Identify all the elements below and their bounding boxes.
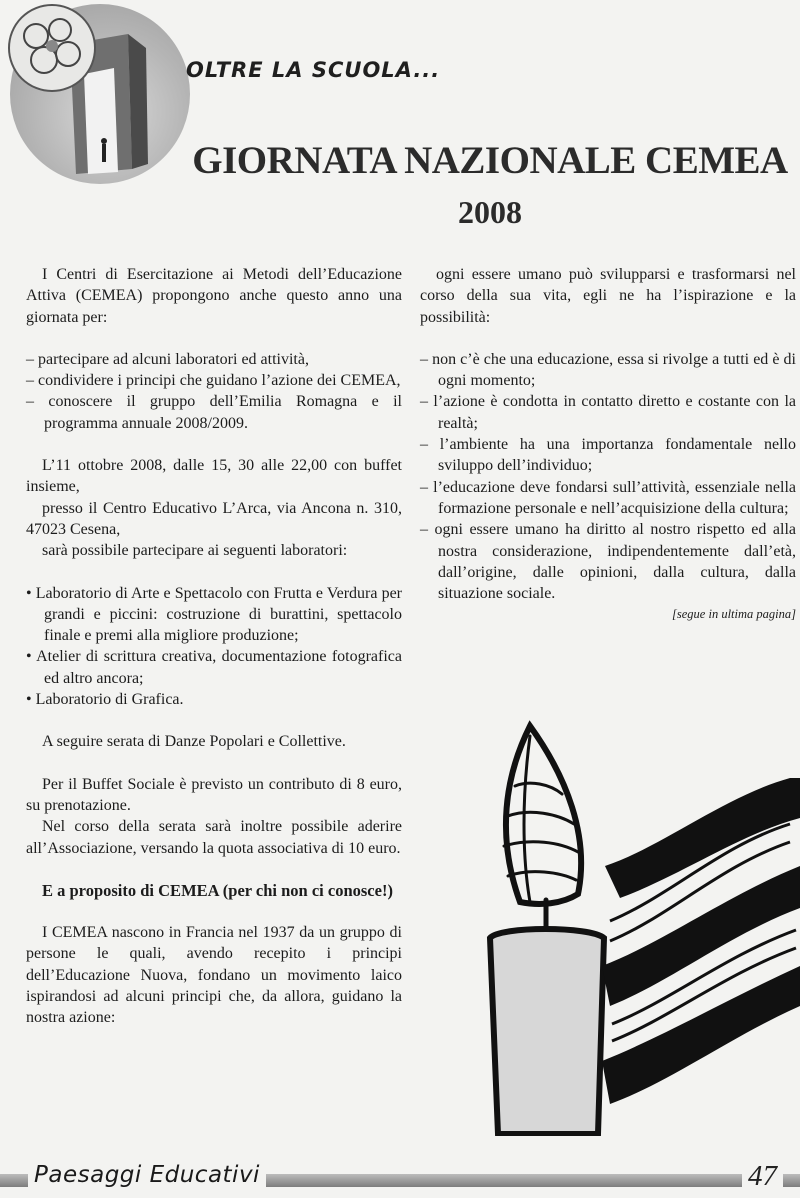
principle-item: – l’ambiente ha una importanza fondamentale nello sviluppo dell’individuo; <box>420 436 796 475</box>
history-paragraph: I CEMEA nascono in Francia nel 1937 da un gruppo di persone le quali, avendo recepito i principi dell’Educazione Nuova, fondano un movimento laico ispirandosi ad alcuni principi che, da allora, guidano la nostra azione: <box>26 924 402 1027</box>
principle-item: – ogni essere umano ha diritto al nostro rispetto ed alla nostra considerazione, indipendentemente dall’età, dall’origine, dalle opinioni, dalla cultura, dalla situazione sociale. <box>420 521 796 603</box>
continued-note: [segue in ultima pagina] <box>672 607 796 622</box>
principle-item: – non c’è che una educazione, essa si rivolge a tutti ed è di ogni momento; <box>420 350 796 390</box>
intro-paragraph: I Centri di Esercitazione ai Metodi dell’Educazione Attiva (CEMEA) propongono anche questo anno una giornata per: <box>26 266 402 326</box>
left-column <box>26 264 402 1029</box>
footer-brand: Paesaggi Educativi <box>28 1162 266 1188</box>
lab-item: • Atelier di scrittura creativa, documentazione fotografica ed altro ancora; <box>26 648 402 687</box>
principle-item: – l’azione è condotta in contatto diretto e costante con la realtà; <box>420 393 796 432</box>
article-title-year: 2008 <box>458 194 522 230</box>
labs-intro: sarà possibile partecipare ai seguenti laboratori: <box>42 542 348 560</box>
article-title: GIORNATA NAZIONALE CEMEA <box>192 139 788 182</box>
membership-paragraph: Nel corso della serata sarà inoltre possibile aderire all’Associazione, versando la quota associativa di 10 euro. <box>26 818 402 857</box>
fruit-cluster-icon <box>10 6 94 90</box>
section-label: OLTRE LA SCUOLA... <box>186 58 441 82</box>
fruit-logo-badge <box>8 4 96 92</box>
lab-item: • Laboratorio di Grafica. <box>26 691 184 709</box>
goal-item: – condividere i principi che guidano l’azione dei CEMEA, <box>26 372 401 390</box>
principle-item: – l’educazione deve fondarsi sull’attività, essenziale nella formazione personale e nell’acquisizione della cultura; <box>420 478 796 517</box>
opening-paragraph: ogni essere umano può svilupparsi e trasformarsi nel corso della sua vita, egli ne ha l’ispirazione e la possibilità: <box>420 266 796 326</box>
right-column <box>420 264 796 626</box>
evening-paragraph: A seguire serata di Danze Popolari e Collettive. <box>42 733 346 751</box>
goal-item: – partecipare ad alcuni laboratori ed attività, <box>26 350 309 368</box>
subheading: E a proposito di CEMEA (per chi non ci conosce!) <box>42 880 393 900</box>
page-number: 47 <box>742 1160 783 1193</box>
date-paragraph: L’11 ottobre 2008, dalle 15, 30 alle 22,00 con buffet insieme, <box>26 457 402 496</box>
place-paragraph: presso il Centro Educativo L’Arca, via Ancona n. 310, 47023 Cesena, <box>26 499 402 538</box>
goal-item: – conoscere il gruppo dell’Emilia Romagna e il programma annuale 2008/2009. <box>26 393 402 432</box>
lab-item: • Laboratorio di Arte e Spettacolo con Frutta e Verdura per grandi e piccini: costruzione di burattini, spettacolo finale e premi alla migliore produzione; <box>26 584 402 645</box>
buffet-paragraph: Per il Buffet Sociale è previsto un contributo di 8 euro, su prenotazione. <box>26 775 402 814</box>
candle-illustration <box>470 716 800 1136</box>
